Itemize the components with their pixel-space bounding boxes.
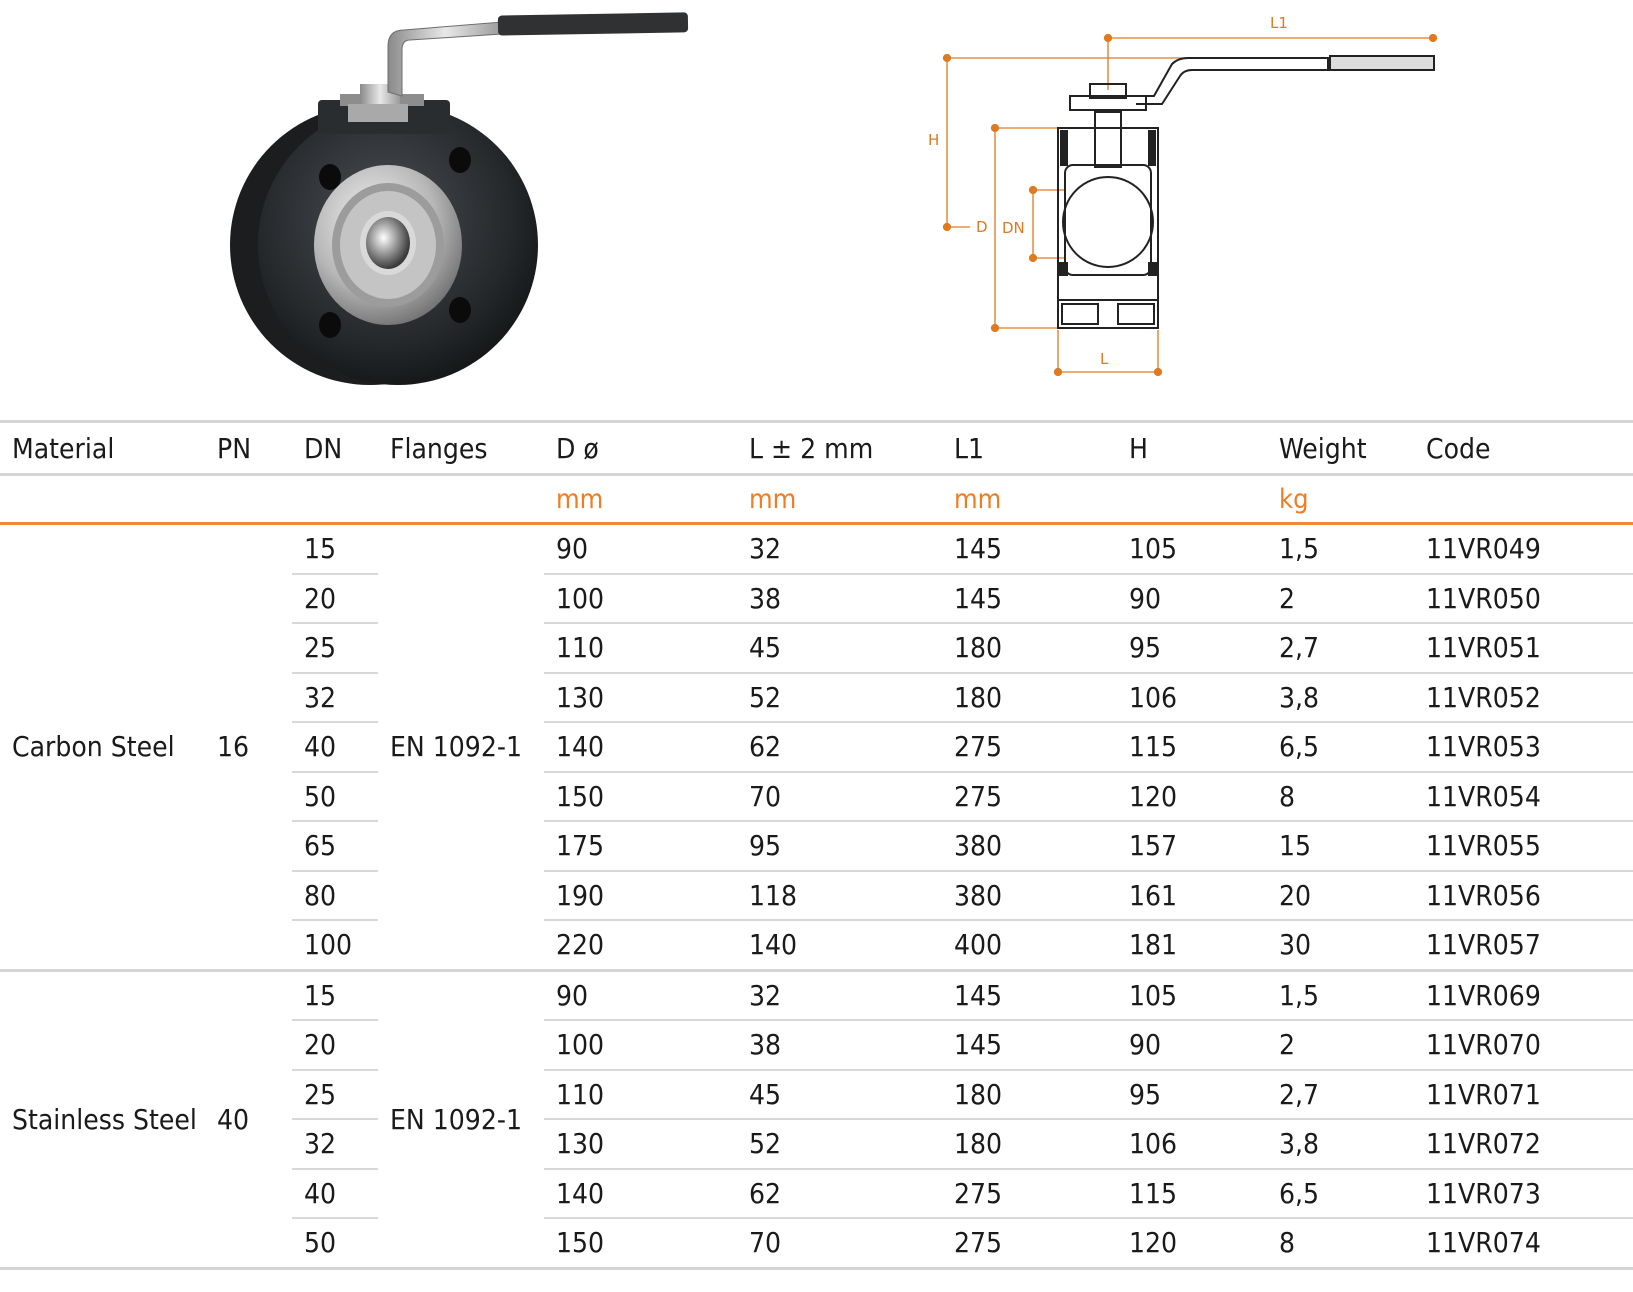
h-cell: 106 xyxy=(1117,673,1267,723)
units-row xyxy=(0,475,1633,524)
material-cell: Stainless Steel xyxy=(0,970,205,1268)
table-row xyxy=(0,524,1633,574)
l-cell: 62 xyxy=(737,1169,942,1219)
d-cell: 140 xyxy=(544,1169,737,1219)
dn-cell: 20 xyxy=(292,1020,378,1070)
header-l1: L1 xyxy=(942,422,1117,475)
dn-cell: 40 xyxy=(292,722,378,772)
l1-cell: 145 xyxy=(942,970,1117,1020)
code-cell: 11VR051 xyxy=(1414,623,1633,673)
dn-cell: 50 xyxy=(292,1218,378,1268)
weight-cell: 1,5 xyxy=(1267,970,1414,1020)
dn-cell: 20 xyxy=(292,574,378,624)
code-cell: 11VR057 xyxy=(1414,920,1633,970)
l-cell: 45 xyxy=(737,1070,942,1120)
dim-label-d: D xyxy=(976,218,988,236)
d-cell: 130 xyxy=(544,673,737,723)
code-cell: 11VR071 xyxy=(1414,1070,1633,1120)
dn-cell: 50 xyxy=(292,772,378,822)
l1-cell: 145 xyxy=(942,1020,1117,1070)
header-dn: DN xyxy=(292,422,378,475)
weight-cell: 2 xyxy=(1267,574,1414,624)
code-cell: 11VR050 xyxy=(1414,574,1633,624)
l1-cell: 380 xyxy=(942,871,1117,921)
h-cell: 120 xyxy=(1117,772,1267,822)
h-cell: 105 xyxy=(1117,970,1267,1020)
dn-cell: 32 xyxy=(292,673,378,723)
code-cell: 11VR074 xyxy=(1414,1218,1633,1268)
header-pn: PN xyxy=(205,422,292,475)
table-body xyxy=(0,524,1633,1269)
flanges-cell: EN 1092-1 xyxy=(378,970,544,1268)
h-cell: 161 xyxy=(1117,871,1267,921)
dn-cell: 65 xyxy=(292,821,378,871)
dn-cell: 15 xyxy=(292,970,378,1020)
d-cell: 110 xyxy=(544,1070,737,1120)
weight-cell: 6,5 xyxy=(1267,1169,1414,1219)
h-cell: 106 xyxy=(1117,1119,1267,1169)
l1-cell: 275 xyxy=(942,1169,1117,1219)
l-cell: 38 xyxy=(737,574,942,624)
code-cell: 11VR073 xyxy=(1414,1169,1633,1219)
weight-cell: 20 xyxy=(1267,871,1414,921)
dim-label-h: H xyxy=(928,131,940,149)
dim-label-dn: DN xyxy=(1002,219,1025,237)
l-cell: 45 xyxy=(737,623,942,673)
weight-cell: 15 xyxy=(1267,821,1414,871)
l1-cell: 400 xyxy=(942,920,1117,970)
weight-cell: 3,8 xyxy=(1267,1119,1414,1169)
d-cell: 90 xyxy=(544,524,737,574)
d-cell: 100 xyxy=(544,1020,737,1070)
l1-cell: 180 xyxy=(942,1070,1117,1120)
header-weight: Weight xyxy=(1267,422,1414,475)
h-cell: 95 xyxy=(1117,623,1267,673)
dim-label-l1: L1 xyxy=(1270,14,1288,32)
l-cell: 52 xyxy=(737,673,942,723)
l1-cell: 180 xyxy=(942,623,1117,673)
header-h: H xyxy=(1117,422,1267,475)
l1-cell: 380 xyxy=(942,821,1117,871)
l-cell: 38 xyxy=(737,1020,942,1070)
dn-cell: 15 xyxy=(292,524,378,574)
unit-l1: mm xyxy=(942,475,1117,524)
l1-cell: 145 xyxy=(942,574,1117,624)
pn-cell: 40 xyxy=(205,970,292,1268)
l-cell: 52 xyxy=(737,1119,942,1169)
weight-cell: 2,7 xyxy=(1267,1070,1414,1120)
code-cell: 11VR054 xyxy=(1414,772,1633,822)
flanges-cell: EN 1092-1 xyxy=(378,524,544,971)
unit-h xyxy=(1117,475,1267,524)
d-cell: 220 xyxy=(544,920,737,970)
weight-cell: 1,5 xyxy=(1267,524,1414,574)
dn-cell: 25 xyxy=(292,623,378,673)
header-code: Code xyxy=(1414,422,1633,475)
d-cell: 90 xyxy=(544,970,737,1020)
l-cell: 70 xyxy=(737,1218,942,1268)
h-cell: 115 xyxy=(1117,1169,1267,1219)
header-row xyxy=(0,422,1633,475)
code-cell: 11VR049 xyxy=(1414,524,1633,574)
h-cell: 181 xyxy=(1117,920,1267,970)
unit-material xyxy=(0,475,205,524)
h-cell: 90 xyxy=(1117,1020,1267,1070)
code-cell: 11VR072 xyxy=(1414,1119,1633,1169)
l1-cell: 275 xyxy=(942,722,1117,772)
header-flanges: Flanges xyxy=(378,422,544,475)
d-cell: 130 xyxy=(544,1119,737,1169)
l-cell: 118 xyxy=(737,871,942,921)
d-cell: 190 xyxy=(544,871,737,921)
dim-label-l: L xyxy=(1100,350,1109,368)
d-cell: 100 xyxy=(544,574,737,624)
l1-cell: 180 xyxy=(942,1119,1117,1169)
pn-cell: 16 xyxy=(205,524,292,971)
code-cell: 11VR069 xyxy=(1414,970,1633,1020)
dn-cell: 40 xyxy=(292,1169,378,1219)
d-cell: 175 xyxy=(544,821,737,871)
d-cell: 150 xyxy=(544,1218,737,1268)
unit-dn xyxy=(292,475,378,524)
l-cell: 70 xyxy=(737,772,942,822)
d-cell: 150 xyxy=(544,772,737,822)
dn-cell: 32 xyxy=(292,1119,378,1169)
h-cell: 157 xyxy=(1117,821,1267,871)
code-cell: 11VR053 xyxy=(1414,722,1633,772)
code-cell: 11VR056 xyxy=(1414,871,1633,921)
header-material: Material xyxy=(0,422,205,475)
h-cell: 115 xyxy=(1117,722,1267,772)
weight-cell: 30 xyxy=(1267,920,1414,970)
unit-flanges xyxy=(378,475,544,524)
weight-cell: 3,8 xyxy=(1267,673,1414,723)
dn-cell: 100 xyxy=(292,920,378,970)
header-d: D ø xyxy=(544,422,737,475)
code-cell: 11VR070 xyxy=(1414,1020,1633,1070)
valve-photo xyxy=(220,0,720,400)
code-cell: 11VR052 xyxy=(1414,673,1633,723)
code-cell: 11VR055 xyxy=(1414,821,1633,871)
dn-cell: 25 xyxy=(292,1070,378,1120)
header-l: L ± 2 mm xyxy=(737,422,942,475)
l1-cell: 275 xyxy=(942,772,1117,822)
material-cell: Carbon Steel xyxy=(0,524,205,971)
d-cell: 140 xyxy=(544,722,737,772)
l1-cell: 275 xyxy=(942,1218,1117,1268)
specification-table xyxy=(0,420,1633,1270)
unit-pn xyxy=(205,475,292,524)
weight-cell: 8 xyxy=(1267,772,1414,822)
l-cell: 140 xyxy=(737,920,942,970)
l1-cell: 145 xyxy=(942,524,1117,574)
unit-l: mm xyxy=(737,475,942,524)
l-cell: 32 xyxy=(737,524,942,574)
h-cell: 105 xyxy=(1117,524,1267,574)
l1-cell: 180 xyxy=(942,673,1117,723)
weight-cell: 2,7 xyxy=(1267,623,1414,673)
unit-code xyxy=(1414,475,1633,524)
weight-cell: 8 xyxy=(1267,1218,1414,1268)
dimension-drawing xyxy=(928,0,1520,400)
h-cell: 120 xyxy=(1117,1218,1267,1268)
unit-weight: kg xyxy=(1267,475,1414,524)
weight-cell: 6,5 xyxy=(1267,722,1414,772)
l-cell: 95 xyxy=(737,821,942,871)
unit-d: mm xyxy=(544,475,737,524)
dn-cell: 80 xyxy=(292,871,378,921)
l-cell: 62 xyxy=(737,722,942,772)
l-cell: 32 xyxy=(737,970,942,1020)
weight-cell: 2 xyxy=(1267,1020,1414,1070)
table-row xyxy=(0,970,1633,1020)
h-cell: 90 xyxy=(1117,574,1267,624)
h-cell: 95 xyxy=(1117,1070,1267,1120)
d-cell: 110 xyxy=(544,623,737,673)
